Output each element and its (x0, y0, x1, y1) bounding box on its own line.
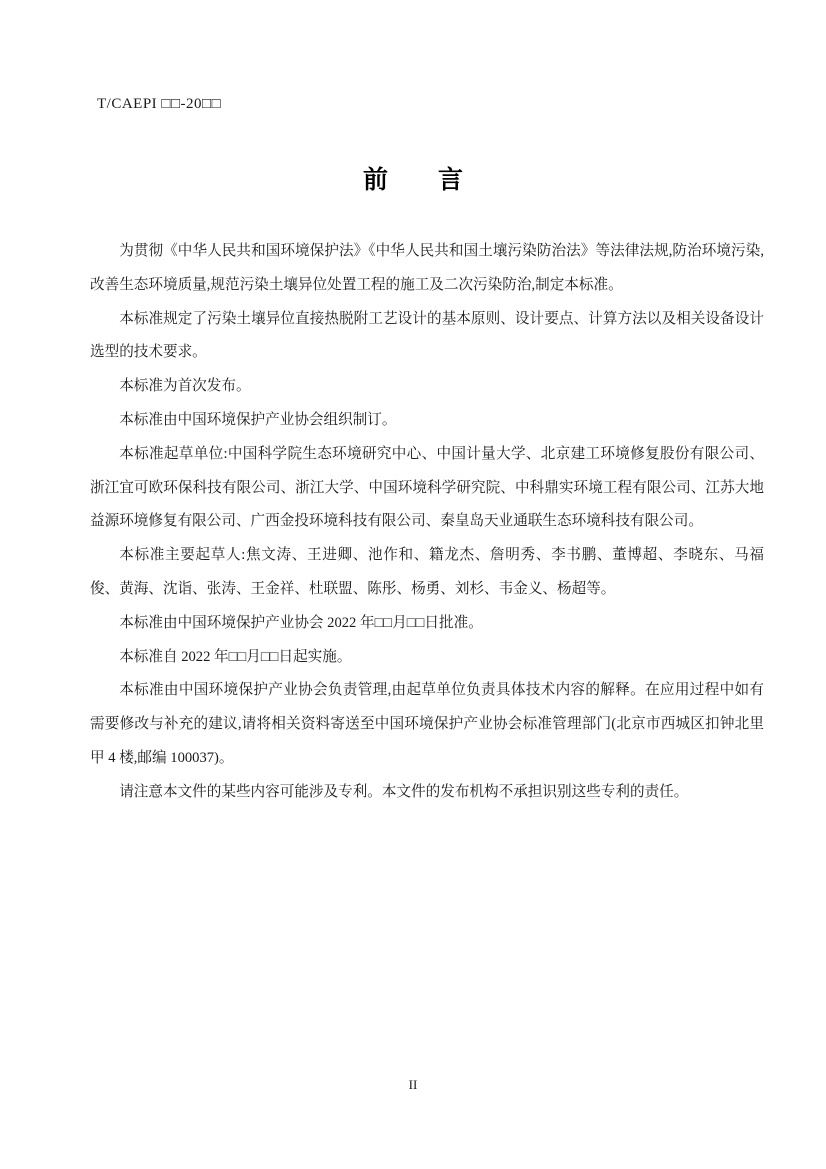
paragraph: 本标准规定了污染土壤异位直接热脱附工艺设计的基本原则、设计要点、计算方法以及相关设备设计选型的技术要求。 (90, 310, 764, 361)
paragraph: 本标准主要起草人:焦文涛、王进卿、池作和、籍龙杰、詹明秀、李书鹏、董博超、李晓东、马福俊、黄海、沈诣、张涛、王金祥、杜联盟、陈彤、杨勇、刘杉、韦金义、杨超等。 (90, 547, 764, 597)
standard-code-header: T/CAEPI □□-20□□ (97, 96, 222, 112)
paragraph: 为贯彻《中华人民共和国环境保护法》《中华人民共和国土壤污染防治法》等法律法规,防治环境污染,改善生态环境质量,规范污染土壤异位处置工程的施工及二次污染防治,制定本标准。 (90, 243, 764, 293)
paragraph: 本标准为首次发布。 (119, 378, 251, 395)
paragraph: 本标准由中国环境保护产业协会组织制订。 (119, 411, 397, 428)
paragraph: 本标准由中国环境保护产业协会负责管理,由起草单位负责具体技术内容的解释。在应用过程中如有需要修改与补充的建议,请将相关资料寄送至中国环境保护产业协会标准管理部门(北京市西城区扣钟北里甲 4 楼,邮编 100037)。 (90, 682, 764, 766)
page-number: II (408, 1077, 418, 1092)
paragraph: 本标准起草单位:中国科学院生态环境研究中心、中国计量大学、北京建工环境修复股份有限公司、浙江宜可欧环保科技有限公司、浙江大学、中国环境科学研究院、中科鼎实环境工程有限公司、江苏大地益源环境修复有限公司、广西金投环境科技有限公司、秦皇岛天业通联生态环境科技有限公司。 (90, 445, 764, 530)
paragraph: 本标准由中国环境保护产业协会 2022 年□□月□□日批准。 (119, 614, 483, 631)
foreword-body (90, 235, 764, 810)
paragraph: 本标准自 2022 年□□月□□日起实施。 (119, 648, 352, 665)
page-title: 前 言 (362, 166, 463, 194)
paragraph: 请注意本文件的某些内容可能涉及专利。本文件的发布机构不承担识别这些专利的责任。 (119, 783, 689, 800)
